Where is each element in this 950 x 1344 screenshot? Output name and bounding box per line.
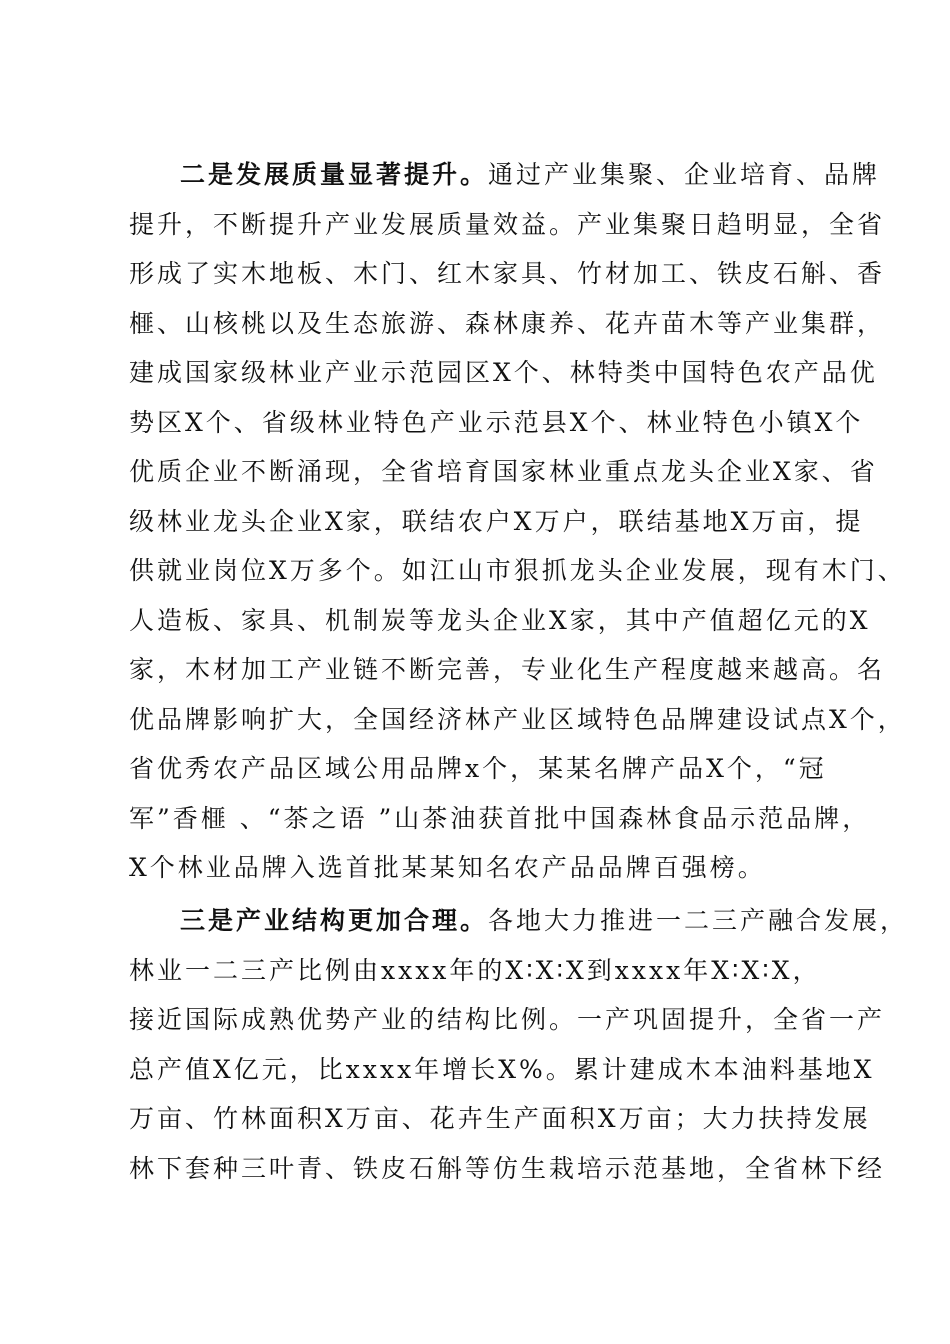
paragraph-1-line-6: 势区X个、省级林业特色产业示范县X个、林业特色小镇X个 bbox=[129, 408, 864, 437]
paragraph-1-line-2: 提升，不断提升产业发展质量效益。产业集聚日趋明显，全省 bbox=[129, 210, 886, 239]
paragraph-2-line-4: 总产值X亿元，比xxxx年增长X%。累计建成木本油料基地X bbox=[129, 1055, 875, 1084]
paragraph-2-line-2: 林业一二三产比例由xxxx年的X∶X∶X到xxxx年X∶X∶X， bbox=[129, 956, 821, 985]
paragraph-2-line-1-text: 各地大力推进一二三产融合发展， bbox=[488, 906, 909, 935]
paragraph-1-line-15: X个林业品牌入选首批某某知名农产品品牌百强榜。 bbox=[129, 853, 766, 882]
paragraph-1-line-4: 榧、山核桃以及生态旅游、森林康养、花卉苗木等产业集群， bbox=[129, 309, 886, 338]
paragraph-1-line-14: 军”香榧 、“茶之语 ”山茶油获首批中国森林食品示范品牌， bbox=[129, 804, 871, 833]
paragraph-2-lead: 三是产业结构更加合理。 bbox=[180, 906, 489, 935]
paragraph-1-line-1 bbox=[180, 160, 880, 190]
paragraph-1-line-10: 人造板、家具、机制炭等龙头企业X家，其中产值超亿元的X bbox=[129, 606, 871, 635]
paragraph-1-line-8: 级林业龙头企业X家，联结农户X万户，联结基地X万亩，提 bbox=[129, 507, 864, 536]
paragraph-1-line-12: 优品牌影响扩大，全国经济林产业区域特色品牌建设试点X个， bbox=[129, 705, 906, 734]
paragraph-2-line-1 bbox=[180, 906, 908, 936]
paragraph-1-line-11: 家，木材加工产业链不断完善，专业化生产程度越来越高。名 bbox=[129, 655, 886, 684]
paragraph-1-line-13: 省优秀农产品区域公用品牌x个，某某名牌产品X个，“冠 bbox=[129, 754, 827, 783]
paragraph-2-line-6: 林下套种三叶青、铁皮石斛等仿生栽培示范基地，全省林下经 bbox=[129, 1154, 886, 1183]
paragraph-1-line-9: 供就业岗位X万多个。如江山市狠抓龙头企业发展，现有木门、 bbox=[129, 556, 906, 585]
paragraph-2-line-5: 万亩、竹林面积X万亩、花卉生产面积X万亩；大力扶持发展 bbox=[129, 1104, 871, 1133]
paragraph-1-lead: 二是发展质量显著提升。 bbox=[180, 160, 489, 189]
paragraph-2-line-3: 接近国际成熟优势产业的结构比例。一产巩固提升，全省一产 bbox=[129, 1005, 886, 1034]
paragraph-1-line-3: 形成了实木地板、木门、红木家具、竹材加工、铁皮石斛、香 bbox=[129, 259, 886, 288]
paragraph-1-line-1-text: 通过产业集聚、企业培育、品牌 bbox=[488, 160, 881, 189]
paragraph-1-line-7: 优质企业不断涌现，全省培育国家林业重点龙头企业X家、省 bbox=[129, 457, 878, 486]
paragraph-1-line-5: 建成国家级林业产业示范园区X个、林特类中国特色农产品优 bbox=[129, 358, 878, 387]
